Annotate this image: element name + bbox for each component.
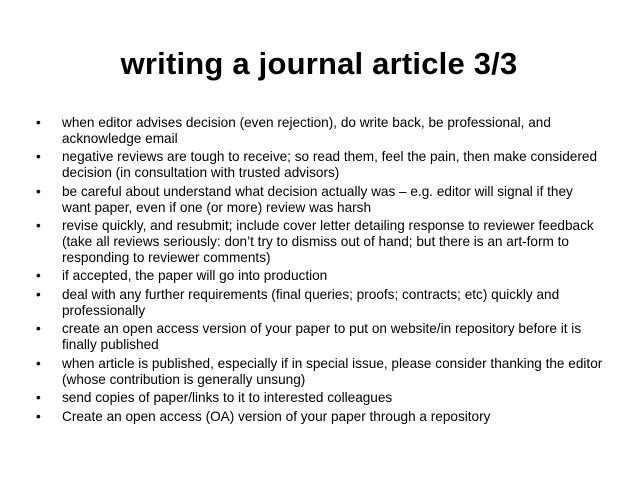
bullet-item	[36, 218, 604, 265]
bullet-dot-icon: •	[36, 149, 41, 165]
bullet-dot-icon: •	[36, 183, 41, 199]
bullet-item	[36, 268, 604, 284]
bullet-item	[36, 184, 604, 215]
bullet-text: deal with any further requirements (final queries; proofs; contracts; etc) quickly and professionally	[62, 287, 560, 318]
bullet-item	[36, 409, 604, 425]
bullet-text: be careful about understand what decision actually was – e.g. editor will signal if they want paper, even if one (or more) review was harsh	[62, 183, 573, 215]
bullet-dot-icon: •	[36, 355, 41, 371]
bullet-item	[36, 390, 604, 406]
bullet-dot-icon: •	[36, 115, 41, 130]
bullet-text: negative reviews are tough to receive; so read them, feel the pain, then make considered decision (in consultation with trusted advisors)	[62, 149, 598, 181]
bullet-text: when editor advises decision (even rejection), do write back, be professional, and acknowledge email	[62, 115, 551, 146]
bullet-dot-icon: •	[36, 268, 41, 284]
bullet-dot-icon: •	[36, 321, 41, 337]
bullet-dot-icon: •	[36, 218, 41, 234]
bullet-text: revise quickly, and resubmit; include cover letter detailing response to reviewer feedback (take all reviews seriously: don’t try to dismiss out of hand; but there is an art-form to responding to reviewer comments)	[62, 218, 594, 265]
bullet-item	[36, 321, 604, 352]
bullet-dot-icon: •	[36, 408, 41, 424]
bullet-list	[36, 115, 604, 428]
bullet-item	[36, 149, 604, 180]
bullet-dot-icon: •	[36, 287, 41, 303]
bullet-item	[36, 115, 604, 146]
bullet-text: send copies of paper/links to it to interested colleagues	[62, 390, 393, 406]
slide-title: writing a journal article 3/3	[120, 46, 518, 81]
bullet-item	[36, 356, 604, 387]
bullet-dot-icon: •	[36, 390, 41, 406]
bullet-text: Create an open access (OA) version of your paper through a repository	[62, 408, 491, 424]
bullet-item	[36, 287, 604, 318]
bullet-text: if accepted, the paper will go into production	[62, 268, 328, 284]
bullet-text: when article is published, especially if in special issue, please consider thanking the editor (whose contribution is generally unsung)	[62, 355, 603, 387]
bullet-text: create an open access version of your paper to put on website/in repository before it is finally published	[62, 321, 582, 353]
